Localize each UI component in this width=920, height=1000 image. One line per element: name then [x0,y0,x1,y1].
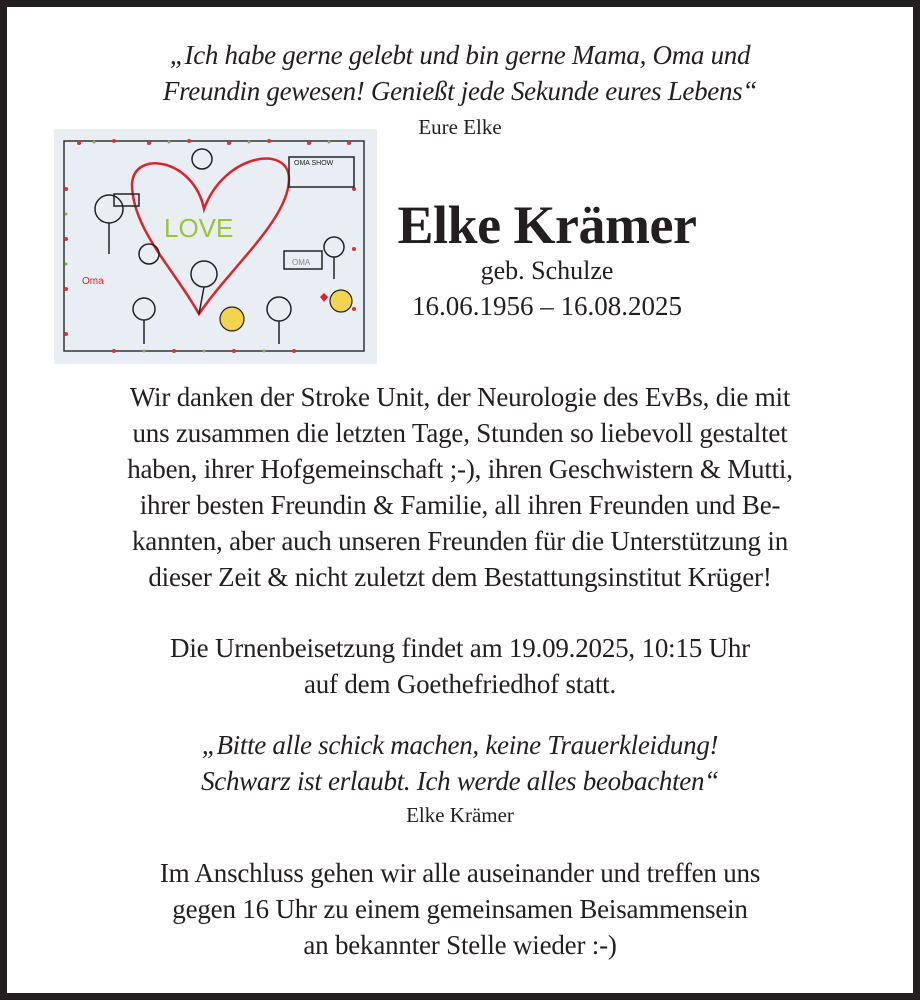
thanks-line: ihrer besten Freundin & Familie, all ihren Freunden und Be- [139,490,781,520]
svg-text:OMA SHOW: OMA SHOW [294,160,334,167]
birth-name: geb. Schulze [480,256,614,285]
closing-quote-line: „Bitte alle schick machen, keine Trauerkleidung! [201,730,719,760]
life-dates: 16.06.1956 – 16.08.2025 [412,291,682,321]
gathering-line: an bekannter Stelle wieder :-) [303,930,617,960]
thanks-paragraph [7,379,913,595]
closing-quote [7,727,913,799]
thanks-line: haben, ihrer Hofgemeinschaft ;-), ihren Geschwistern & Mutti, [127,454,793,484]
gathering-line: gegen 16 Uhr zu einem gemeinsamen Beisammensein [172,894,748,924]
thanks-line: dieser Zeit & nicht zuletzt dem Bestattungsinstitut Krüger! [148,562,772,592]
thanks-line: Wir danken der Stroke Unit, der Neurologie des EvBs, die mit [129,382,791,412]
svg-text:Oma: Oma [82,276,104,287]
header-quote-line: „Ich habe gerne gelebt und bin gerne Mama, Oma und [169,40,751,70]
funeral-line: auf dem Goethefriedhof statt. [303,669,617,699]
closing-quote-line: Schwarz ist erlaubt. Ich werde alles beobachten“ [201,766,719,796]
gathering-line: Im Anschluss gehen wir alle auseinander und treffen uns [159,858,761,888]
thanks-line: kannten, aber auch unseren Freunden für die Unterstützung in [131,526,789,556]
thanks-line: uns zusammen die letzten Tage, Stunden so liebevoll gestaltet [132,418,788,448]
love-text: LOVE [164,213,234,243]
funeral-line: Die Urnenbeisetzung findet am 19.09.2025, 10:15 Uhr [170,633,750,663]
header-quote-signature: Eure Elke [418,115,502,139]
funeral-info [7,630,913,702]
svg-text:OMA: OMA [292,258,311,267]
gathering-info [7,855,913,963]
header-quote [7,37,913,109]
deceased-name: Elke Krämer [397,195,697,255]
obituary-notice [7,7,913,993]
header-quote-line: Freundin gewesen! Genießt jede Sekunde eures Lebens“ [162,76,758,106]
closing-quote-signature: Elke Krämer [406,803,514,827]
